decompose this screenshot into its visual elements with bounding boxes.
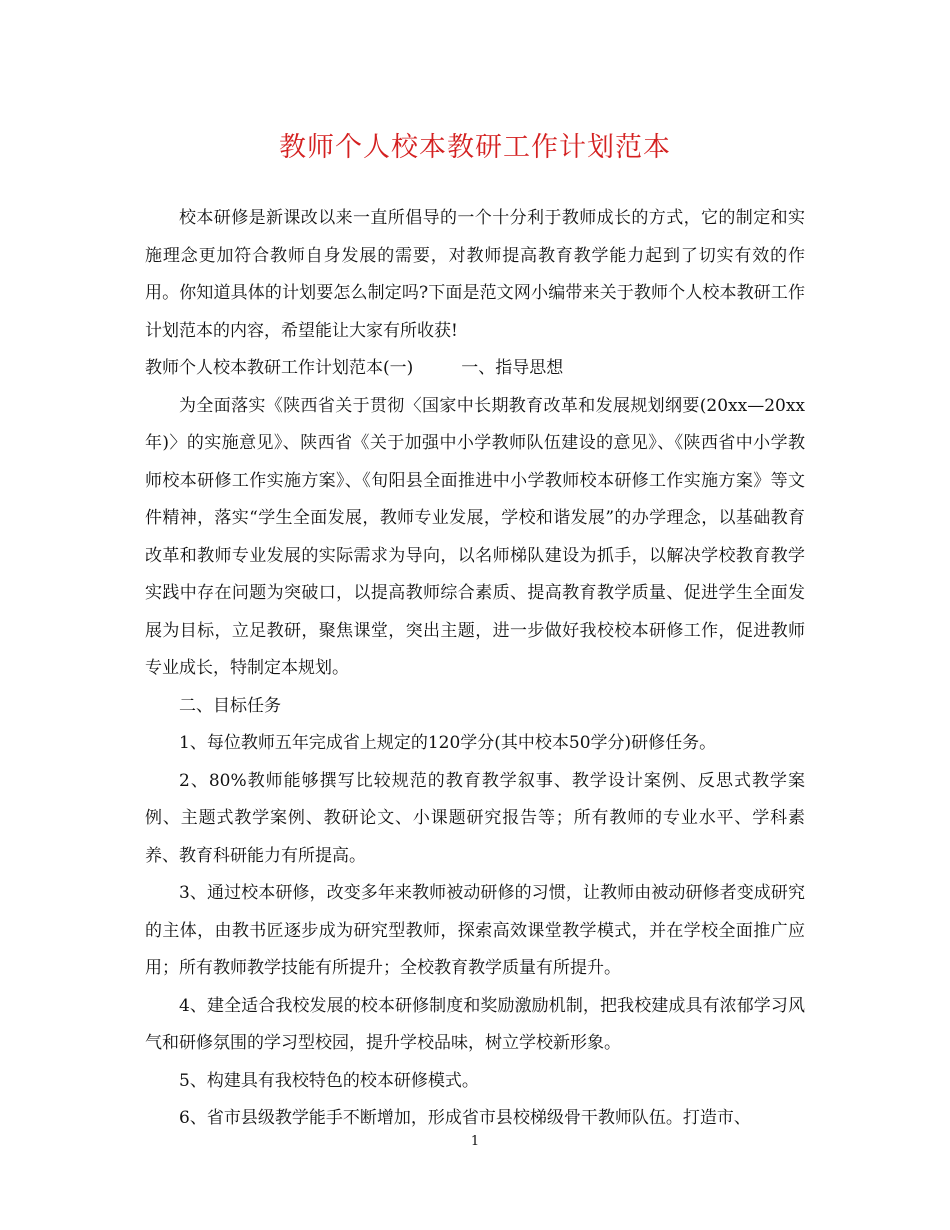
document-body [145, 200, 805, 1138]
goal-item-1: 1、每位教师五年完成省上规定的120学分(其中校本50学分)研修任务。 [179, 733, 717, 753]
goal-item-3: 3、通过校本研修，改变多年来教师被动研修的习惯，让教师由被动研修者变成研究的主体，由教书匠逐步成为研究型教师，探索高效课堂教学模式，并在学校全面推广应用；所有教师教学技能有所提升；全校教育教学质量有所提升。 [145, 883, 805, 978]
heading-guiding-ideas: 一、指导思想 [461, 358, 564, 378]
heading-goals: 二、目标任务 [179, 695, 281, 716]
document-title: 教师个人校本教研工作计划范本 [279, 132, 671, 163]
guiding-paragraph: 为全面落实《陕西省关于贯彻〈国家中长期教育改革和发展规划纲要(20xx—20xx年)〉的实施意见》、陕西省《关于加强中小学教师队伍建设的意见》、《陕西省中小学教师校本研修工作实施方案》、《旬阳县全面推进中小学教师校本研修工作实施方案》等文件精神，落实“学生全面发展，教师专业发展，学校和谐发展”的办学理念，以基础教育改革和教师专业发展的实际需求为导向，以名师梯队建设为抓手，以解决学校教育教学实践中存在问题为突破口，以提高教师综合素质、提高教育教学质量、促进学生全面发展为目标，立足教研，聚焦课堂，突出主题，进一步做好我校校本研修工作，促进教师专业成长，特制定本规划。 [145, 395, 805, 678]
goal-item-6: 6、省市县级教学能手不断增加，形成省市县校梯级骨干教师队伍。打造市、 [179, 1108, 751, 1128]
intro-paragraph: 校本研修是新课改以来一直所倡导的一个十分利于教师成长的方式，它的制定和实施理念更加符合教师自身发展的需要，对教师提高教育教学能力起到了切实有效的作用。你知道具体的计划要怎么制定吗?下面是范文网小编带来关于教师个人校本教研工作计划范本的内容，希望能让大家有所收获! [145, 208, 805, 341]
section-line [145, 350, 805, 388]
goal-item-2: 2、80%教师能够撰写比较规范的教育教学叙事、教学设计案例、反思式教学案例、主题式教学案例、教研论文、小课题研究报告等；所有教师的专业水平、学科素养、教育科研能力有所提高。 [145, 770, 805, 866]
goal-item-4: 4、建全适合我校发展的校本研修制度和奖励激励机制，把我校建成具有浓郁学习风气和研修氛围的学习型校园，提升学校品味，树立学校新形象。 [145, 995, 805, 1053]
section-title: 教师个人校本教研工作计划范本(一) [145, 358, 414, 378]
page-number: 1 [470, 1134, 480, 1149]
goal-item-5: 5、构建具有我校特色的校本研修模式。 [179, 1070, 479, 1091]
